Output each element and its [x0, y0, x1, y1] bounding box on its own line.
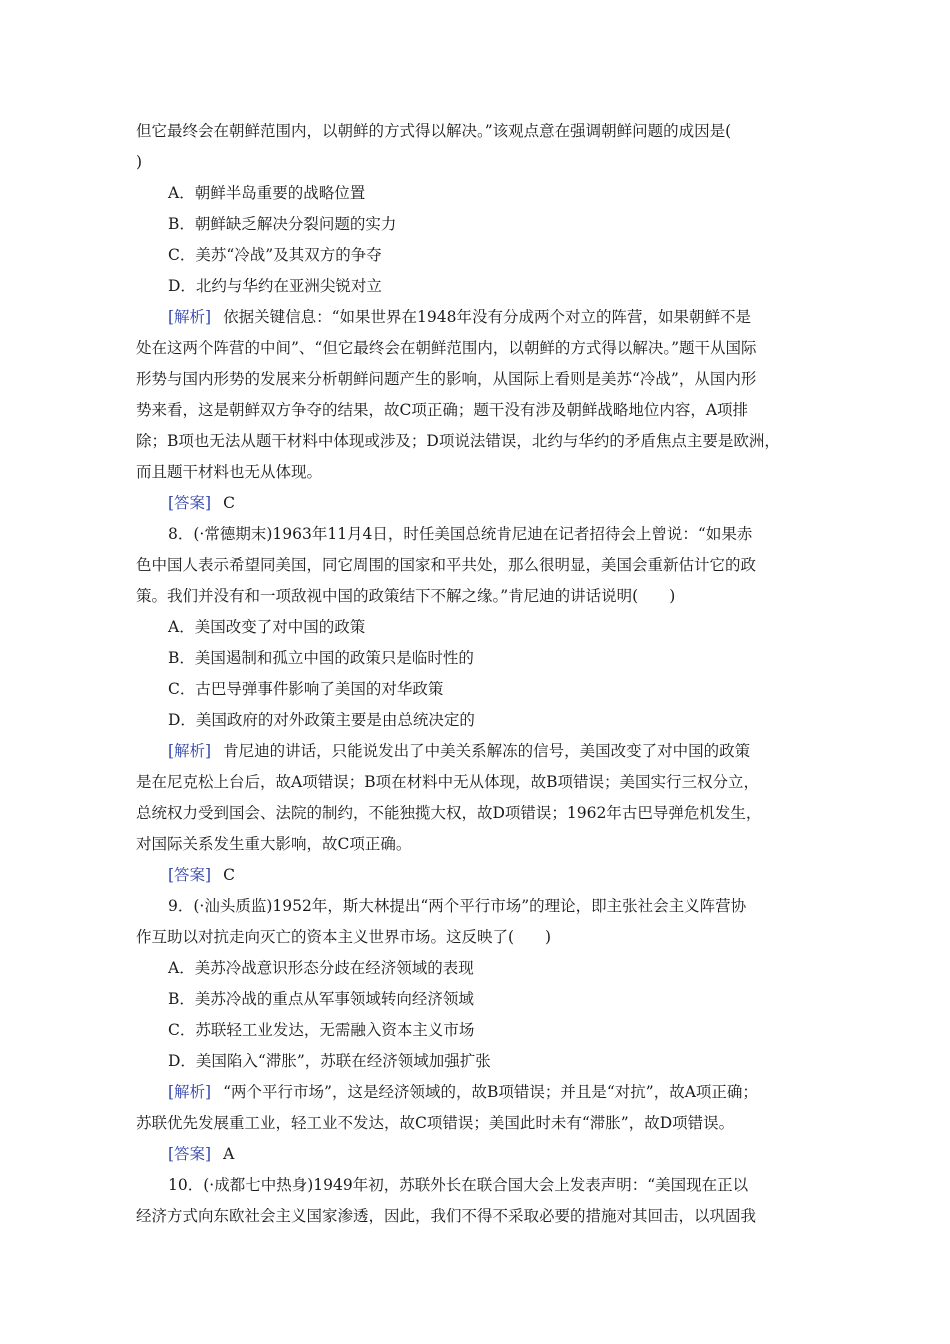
- text-line: [136, 674, 816, 705]
- text-line: [136, 1015, 816, 1046]
- line-text: D．北约与华约在亚洲尖锐对立: [168, 277, 382, 295]
- section-tag: [解析]: [168, 1083, 212, 1101]
- line-text: “两个平行市场”，这是经济领域的，故B项错误；并且是“对抗”，故A项正确；: [223, 1083, 758, 1101]
- text-line: [136, 1201, 816, 1232]
- text-line: [136, 1046, 816, 1077]
- text-line: [136, 953, 816, 984]
- line-text: 形势与国内形势的发展来分析朝鲜问题产生的影响，从国际上看则是美苏“冷战”，从国内形: [136, 370, 757, 388]
- line-text: 是在尼克松上台后，故A项错误；B项在材料中无从体现，故B项错误；美国实行三权分立，: [136, 773, 759, 791]
- line-text: 而且题干材料也无从体现。: [136, 463, 323, 481]
- text-line: [136, 829, 816, 860]
- text-line: [136, 736, 816, 767]
- line-text: 势来看，这是朝鲜双方争夺的结果，故C项正确；题干没有涉及朝鲜战略地位内容，A项排: [136, 401, 749, 419]
- text-line: [136, 550, 816, 581]
- line-text: 作互助以对抗走向灭亡的资本主义世界市场。这反映了( ): [136, 928, 552, 946]
- line-text: C．古巴导弹事件影响了美国的对华政策: [168, 680, 444, 698]
- text-line: [136, 395, 816, 426]
- text-line: [136, 581, 816, 612]
- line-text: C: [223, 494, 235, 512]
- text-line: [136, 147, 816, 178]
- section-tag: [答案]: [168, 866, 212, 884]
- text-line: [136, 767, 816, 798]
- text-line: [136, 488, 816, 519]
- text-line: [136, 643, 816, 674]
- text-line: [136, 1108, 816, 1139]
- line-text: 但它最终会在朝鲜范围内，以朝鲜的方式得以解决。”该观点意在强调朝鲜问题的成因是(: [136, 122, 732, 140]
- text-line: [136, 240, 816, 271]
- line-text: B．美国遏制和孤立中国的政策只是临时性的: [168, 649, 474, 667]
- line-text: 色中国人表示希望同美国，同它周围的国家和平共处，那么很明显，美国会重新估计它的政: [136, 556, 757, 574]
- section-tag: [解析]: [168, 308, 212, 326]
- line-text: 总统权力受到国会、法院的制约，不能独揽大权，故D项错误；1962年古巴导弹危机发生，: [136, 804, 762, 822]
- text-line: [136, 457, 816, 488]
- text-line: [136, 860, 816, 891]
- line-text: 9．(·汕头质监)1952年，斯大林提出“两个平行市场”的理论，即主张社会主义阵营协: [168, 897, 747, 915]
- line-text: D．美国政府的对外政策主要是由总统决定的: [168, 711, 475, 729]
- text-line: [136, 612, 816, 643]
- line-text: A．美国改变了对中国的政策: [168, 618, 366, 636]
- text-line: [136, 178, 816, 209]
- line-text: B．朝鲜缺乏解决分裂问题的实力: [168, 215, 397, 233]
- document-page: [136, 116, 816, 1232]
- text-line: [136, 798, 816, 829]
- text-line: [136, 1139, 816, 1170]
- line-text: 除；B项也无法从题干材料中体现或涉及；D项说法错误，北约与华约的矛盾焦点主要是欧洲，: [136, 432, 780, 450]
- text-line: [136, 209, 816, 240]
- text-line: [136, 116, 816, 147]
- text-line: [136, 302, 816, 333]
- line-text: 8．(·常德期末)1963年11月4日，时任美国总统肯尼迪在记者招待会上曾说：“如果赤: [168, 525, 753, 543]
- line-text: A．朝鲜半岛重要的战略位置: [168, 184, 366, 202]
- section-tag: [解析]: [168, 742, 212, 760]
- line-text: 肯尼迪的讲话，只能说发出了中美关系解冻的信号，美国改变了对中国的政策: [223, 742, 751, 760]
- text-line: [136, 364, 816, 395]
- line-text: B．美苏冷战的重点从军事领域转向经济领域: [168, 990, 474, 1008]
- text-line: [136, 426, 816, 457]
- text-line: [136, 984, 816, 1015]
- line-text: A: [223, 1145, 235, 1163]
- line-text: C．苏联轻工业发达，无需融入资本主义市场: [168, 1021, 475, 1039]
- line-text: 苏联优先发展重工业，轻工业不发达，故C项错误；美国此时未有“滞胀”，故D项错误。: [136, 1114, 735, 1132]
- line-text: 策。我们并没有和一项敌视中国的政策结下不解之缘。”肯尼迪的讲话说明( ): [136, 587, 676, 605]
- text-line: [136, 922, 816, 953]
- line-text: 处在这两个阵营的中间”、“但它最终会在朝鲜范围内，以朝鲜的方式得以解决。”题干从国际: [136, 339, 757, 357]
- text-line: [136, 1077, 816, 1108]
- text-line: [136, 891, 816, 922]
- line-text: 10．(·成都七中热身)1949年初，苏联外长在联合国大会上发表声明：“美国现在正以: [168, 1176, 749, 1194]
- text-line: [136, 1170, 816, 1201]
- line-text: A．美苏冷战意识形态分歧在经济领域的表现: [168, 959, 474, 977]
- line-text: 对国际关系发生重大影响，故C项正确。: [136, 835, 412, 853]
- line-text: D．美国陷入“滞胀”，苏联在经济领域加强扩张: [168, 1052, 491, 1070]
- line-text: 经济方式向东欧社会主义国家渗透，因此，我们不得不采取必要的措施对其回击，以巩固我: [136, 1207, 757, 1225]
- text-line: [136, 519, 816, 550]
- section-tag: [答案]: [168, 1145, 212, 1163]
- line-text: C: [223, 866, 235, 884]
- text-line: [136, 705, 816, 736]
- text-line: [136, 271, 816, 302]
- section-tag: [答案]: [168, 494, 212, 512]
- line-text: C．美苏“冷战”及其双方的争夺: [168, 246, 382, 264]
- text-line: [136, 333, 816, 364]
- line-text: ): [136, 153, 143, 171]
- line-text: 依据关键信息：“如果世界在1948年没有分成两个对立的阵营，如果朝鲜不是: [223, 308, 751, 326]
